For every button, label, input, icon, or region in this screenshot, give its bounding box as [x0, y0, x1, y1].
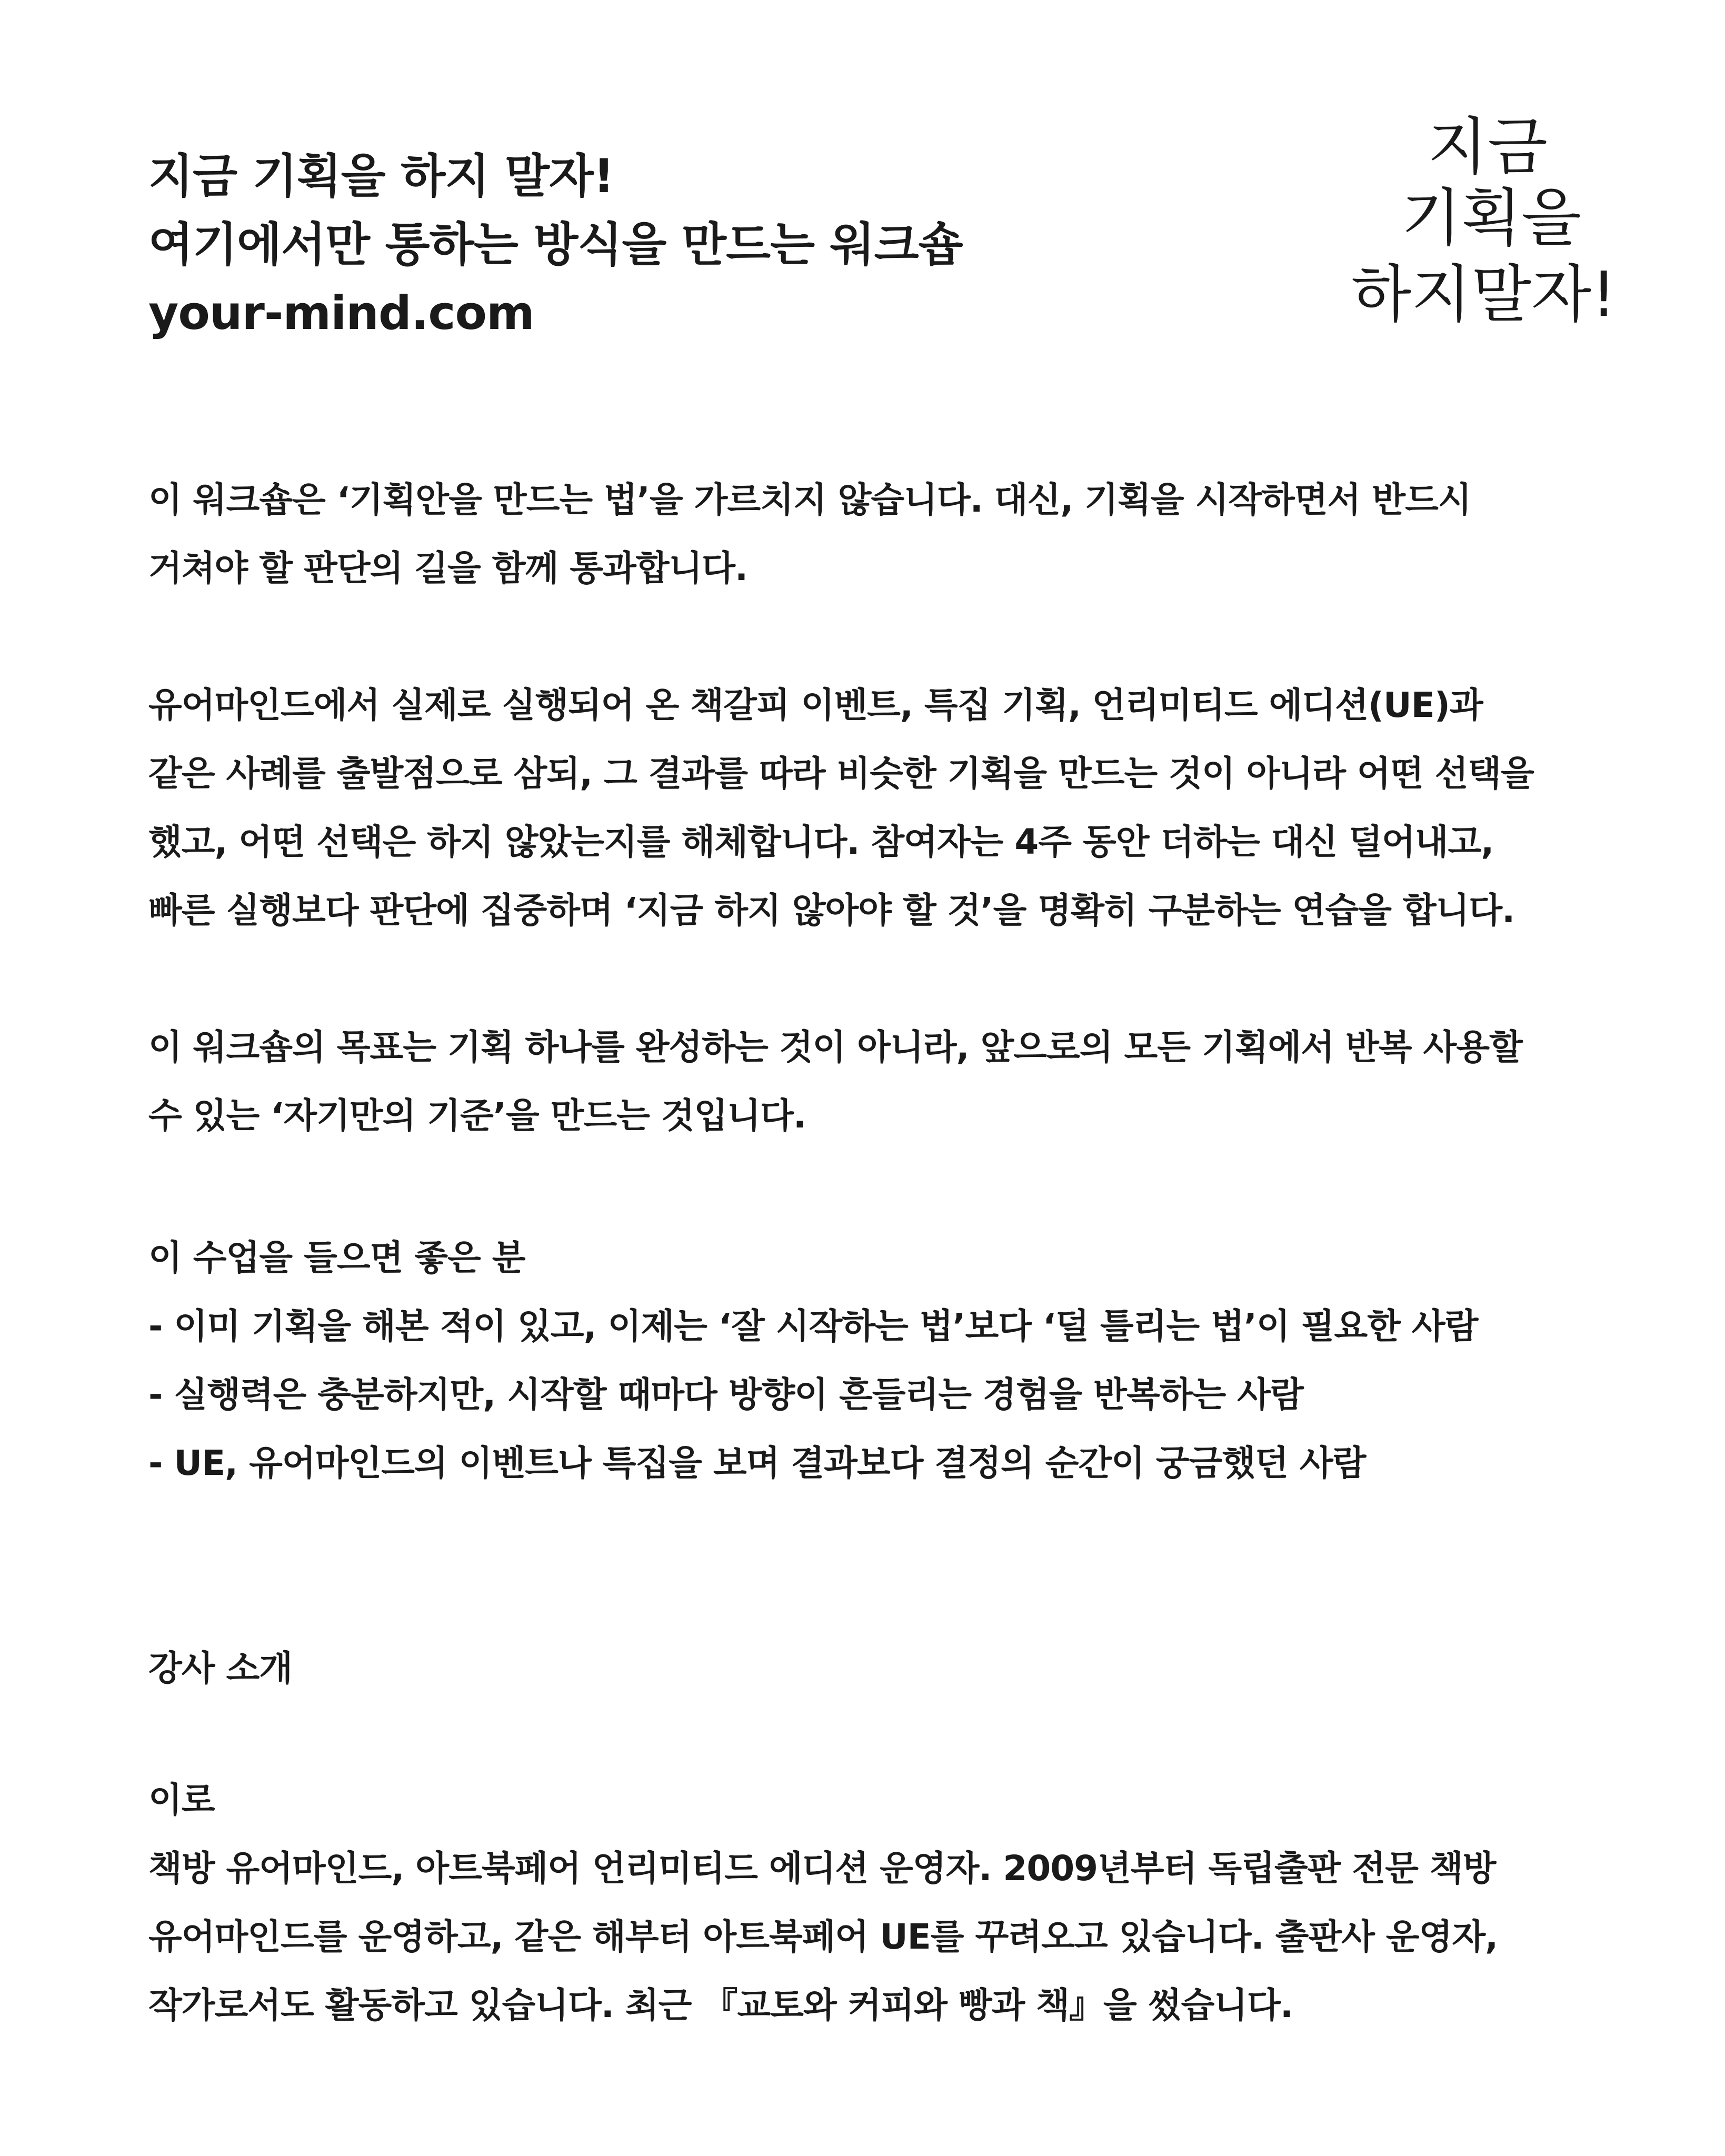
instructor-bio — [148, 1766, 1601, 2040]
text-line: 수 있는 ‘자기만의 기준’을 만드는 것입니다. — [148, 1095, 806, 1136]
website-url: your-mind.com — [148, 286, 534, 340]
page-subtitle: 여기에서만 통하는 방식을 만드는 워크숍 — [148, 217, 963, 272]
audience-item: - 이미 기획을 해본 적이 있고, 이제는 ‘잘 시작하는 법’보다 ‘덜 틀리는 법’이 필요한 사람 — [148, 1306, 1478, 1346]
bio-line: 유어마인드를 운영하고, 같은 해부터 아트북페어 UE를 꾸려오고 있습니다. 출판사 운영자, — [148, 1917, 1498, 1957]
text-line: 빠른 실행보다 판단에 집중하며 ‘지금 하지 않아야 할 것’을 명확히 구분하는 연습을 합니다. — [148, 890, 1515, 931]
text-line: 거쳐야 할 판단의 길을 함께 통과합니다. — [148, 548, 748, 588]
audience-section — [148, 1224, 1601, 1498]
section-title: 강사 소개 — [148, 1648, 293, 1689]
logo-line-3: 하지말자! — [1351, 258, 1617, 331]
handwritten-logo — [1346, 108, 1641, 334]
text-line: 이 워크숍의 목표는 기획 하나를 완성하는 것이 아니라, 앞으로의 모든 기획에서 반복 사용할 — [148, 1027, 1522, 1067]
instructor-section-title — [148, 1634, 1601, 1703]
logo-line-1: 지금 — [1428, 111, 1548, 183]
audience-heading: 이 수업을 들으면 좋은 분 — [148, 1237, 525, 1278]
bio-line: 책방 유어마인드, 아트북페어 언리미티드 에디션 운영자. 2009년부터 독립출판 전문 책방 — [148, 1848, 1496, 1889]
text-line: 같은 사례를 출발점으로 삼되, 그 결과를 따라 비슷한 기획을 만드는 것이 아니라 어떤 선택을 — [148, 753, 1534, 794]
instructor-name: 이로 — [148, 1780, 215, 1820]
text-line: 유어마인드에서 실제로 실행되어 온 책갈피 이벤트, 특집 기획, 언리미티드 에디션(UE)과 — [148, 685, 1483, 725]
text-line: 했고, 어떤 선택은 하지 않았는지를 해체합니다. 참여자는 4주 동안 더하는 대신 덜어내고, — [148, 822, 1494, 862]
description-paragraph — [148, 671, 1601, 945]
intro-paragraph — [148, 466, 1601, 603]
page-header — [148, 142, 1307, 347]
text-line: 이 워크숍은 ‘기획안을 만드는 법’을 가르치지 않습니다. 대신, 기획을 시작하면서 반드시 — [148, 480, 1471, 520]
page-title: 지금 기획을 하지 말자! — [148, 149, 614, 203]
goal-paragraph — [148, 1013, 1601, 1150]
audience-item: - 실행력은 충분하지만, 시작할 때마다 방향이 흔들리는 경험을 반복하는 사람 — [148, 1374, 1303, 1415]
logo-line-2: 기획을 — [1401, 182, 1581, 254]
bio-line: 작가로서도 활동하고 있습니다. 최근 『교토와 커피와 빵과 책』을 썼습니다. — [148, 1985, 1293, 2025]
audience-item: - UE, 유어마인드의 이벤트나 특집을 보며 결과보다 결정의 순간이 궁금했던 사람 — [148, 1443, 1366, 1483]
